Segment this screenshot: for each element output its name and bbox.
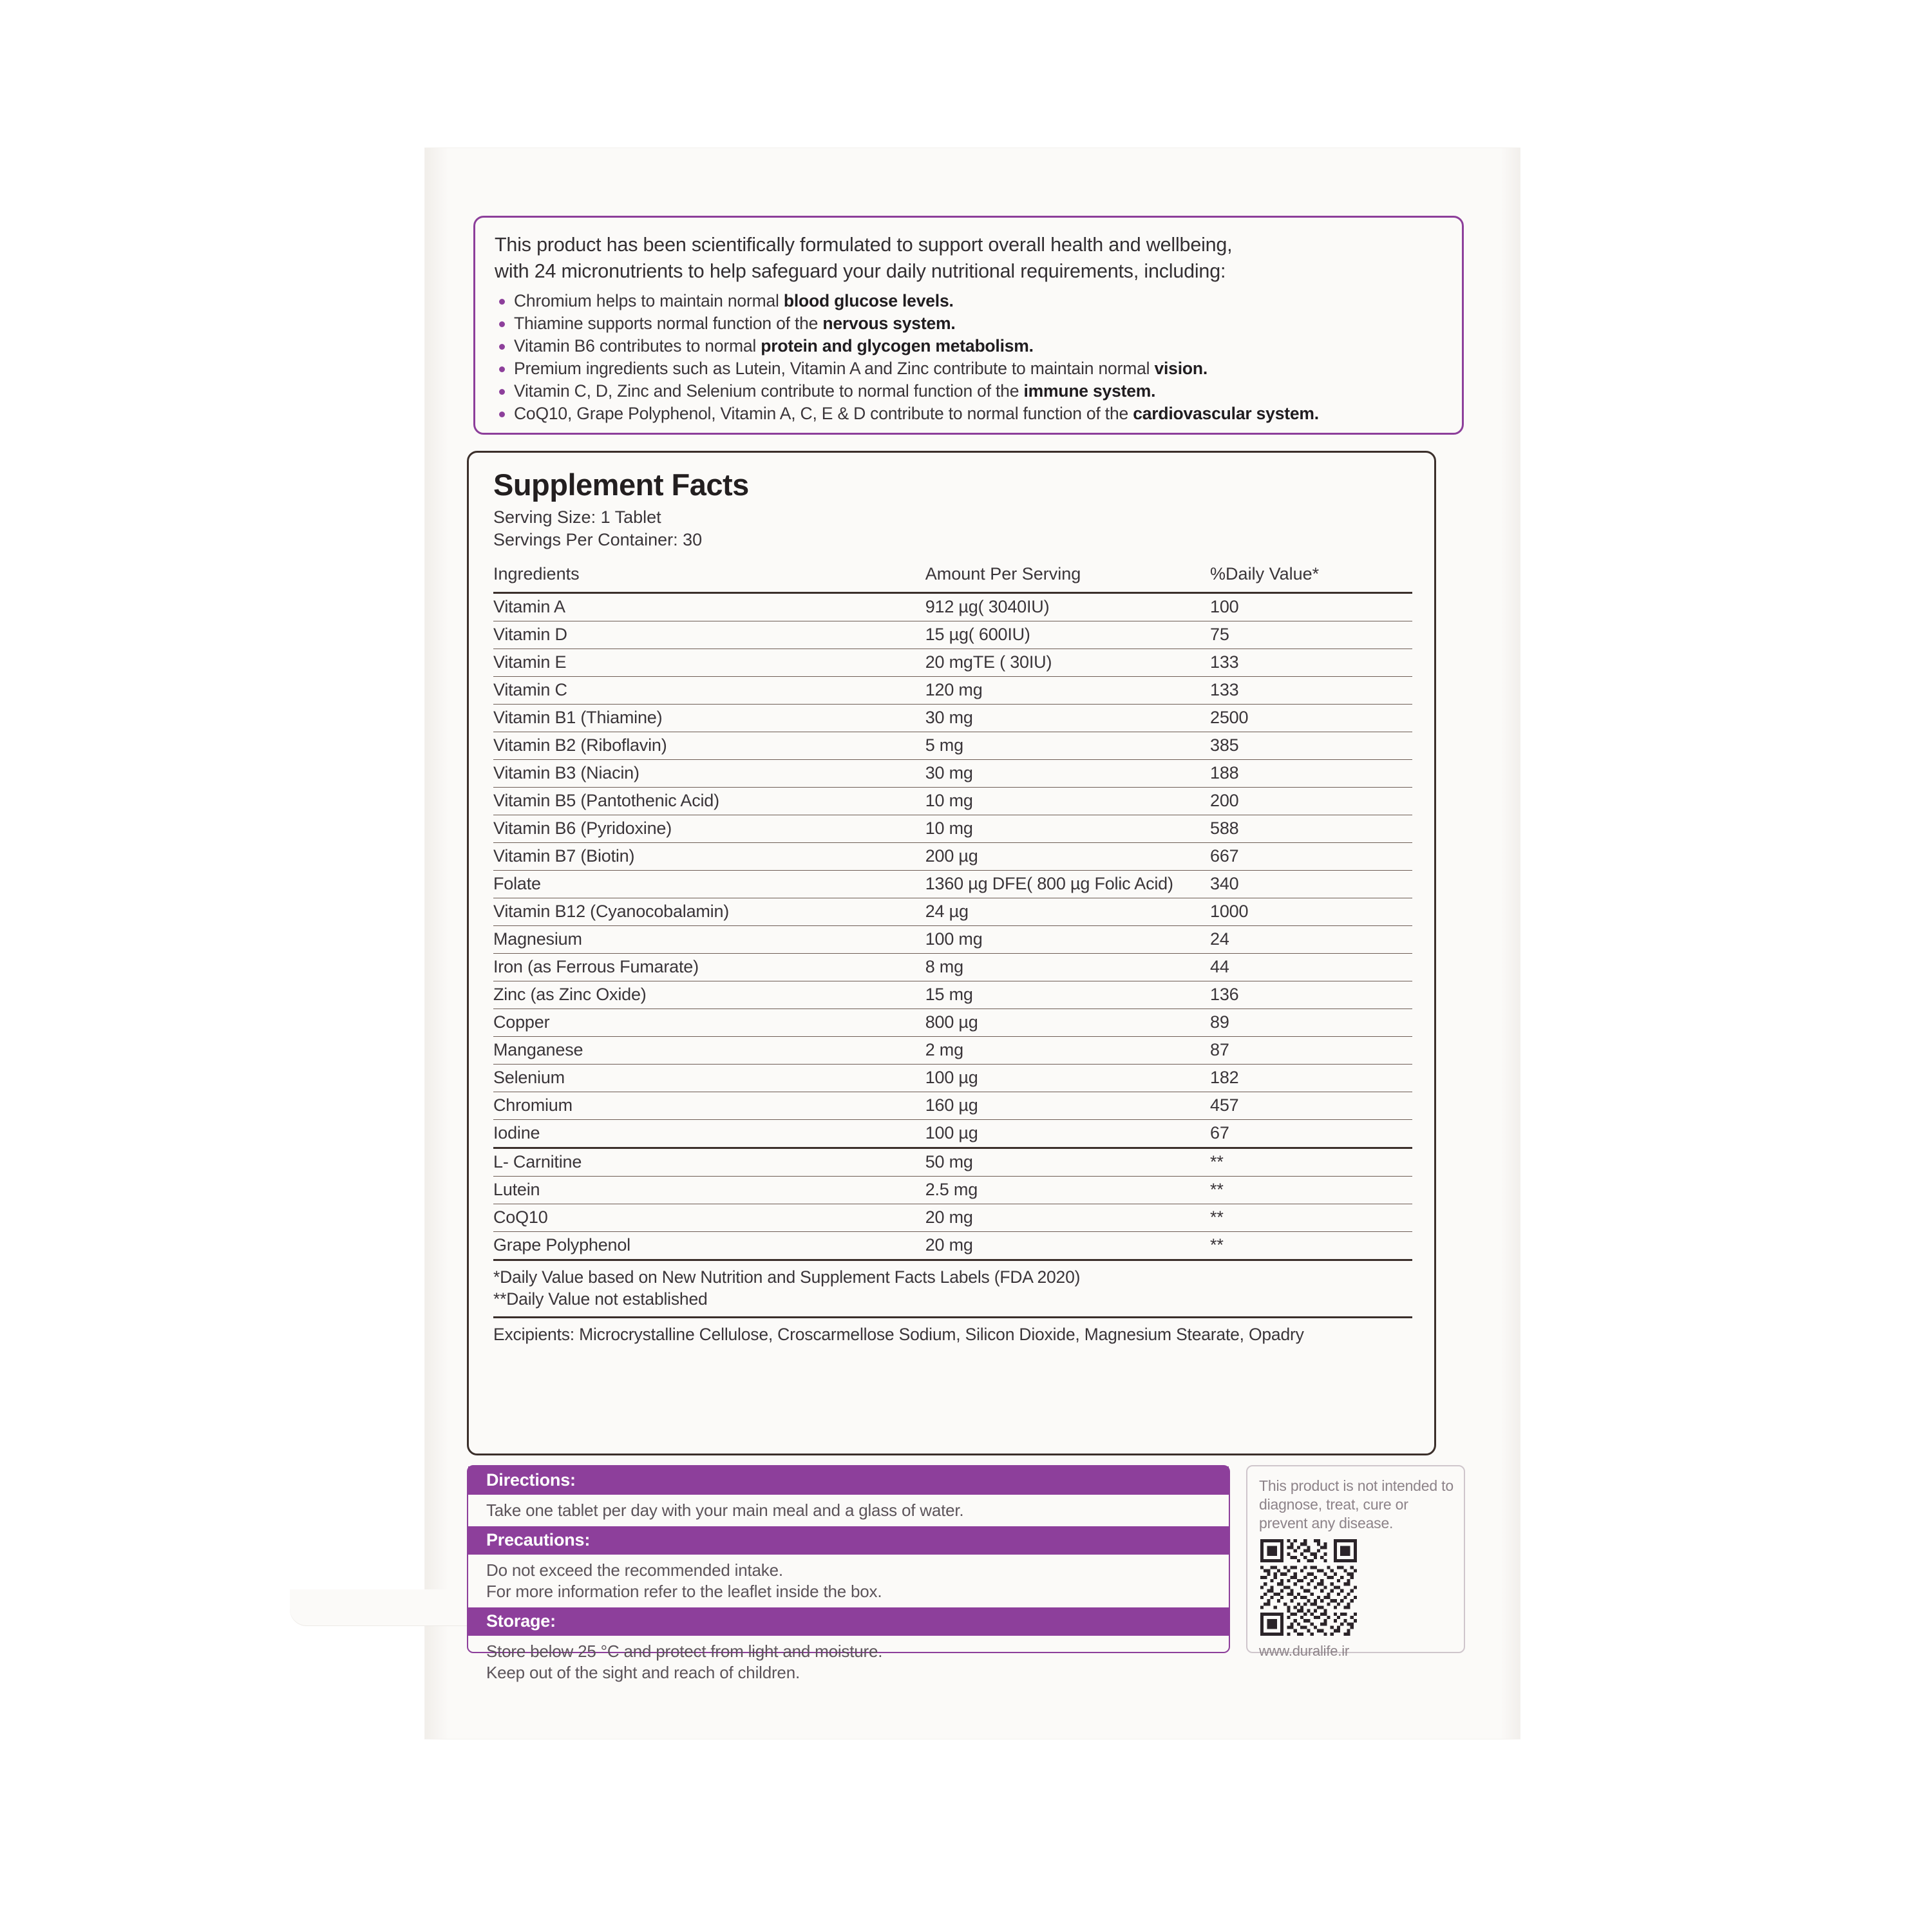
amount-per-serving: 8 mg — [925, 954, 1210, 981]
storage-line-1: Store below 25 °C and protect from light and moisture. — [486, 1642, 883, 1661]
ingredient-name: Vitamin B1 (Thiamine) — [493, 705, 925, 732]
amount-per-serving: 30 mg — [925, 705, 1210, 732]
claim-text: Premium ingredients such as Lutein, Vitamin A and Zinc contribute to maintain normal — [514, 359, 1155, 378]
daily-value: ** — [1210, 1204, 1412, 1232]
table-header-row — [493, 562, 1412, 593]
daily-value: ** — [1210, 1232, 1412, 1260]
table-row — [493, 1037, 1412, 1065]
ingredient-name: CoQ10 — [493, 1204, 925, 1232]
amount-per-serving: 20 mgTE ( 30IU) — [925, 649, 1210, 677]
table-row — [493, 843, 1412, 871]
amount-per-serving: 10 mg — [925, 815, 1210, 843]
ingredient-name: Vitamin D — [493, 621, 925, 649]
amount-per-serving: 800 µg — [925, 1009, 1210, 1037]
amount-per-serving: 50 mg — [925, 1148, 1210, 1177]
daily-value: 133 — [1210, 677, 1412, 705]
amount-per-serving: 100 mg — [925, 926, 1210, 954]
excipients-text: Excipients: Microcrystalline Cellulose, Croscarmellose Sodium, Silicon Dioxide, Magnesium Stearate, Opadry — [493, 1325, 1304, 1344]
storage-line-2: Keep out of the sight and reach of children. — [486, 1663, 800, 1682]
claim-emphasis: nervous system. — [822, 314, 956, 333]
claim-text: CoQ10, Grape Polyphenol, Vitamin A, C, E & D contribute to normal function of the — [514, 404, 1133, 423]
usage-instructions-box — [467, 1465, 1230, 1682]
claim-emphasis: vision. — [1154, 359, 1208, 378]
amount-per-serving: 200 µg — [925, 843, 1210, 871]
precautions-text — [468, 1555, 1229, 1607]
daily-value: 188 — [1210, 760, 1412, 788]
table-row — [493, 732, 1412, 760]
table-row — [493, 705, 1412, 732]
ingredient-name: Vitamin E — [493, 649, 925, 677]
amount-per-serving: 10 mg — [925, 788, 1210, 815]
amount-per-serving: 912 µg( 3040IU) — [925, 593, 1210, 621]
disclaimer-text: This product is not intended to diagnose, treat, cure or prevent any disease. — [1259, 1477, 1454, 1531]
ingredient-name: Iron (as Ferrous Fumarate) — [493, 954, 925, 981]
table-row — [493, 981, 1412, 1009]
table-row — [493, 1120, 1412, 1148]
ingredient-name: Chromium — [493, 1092, 925, 1120]
table-row — [493, 1092, 1412, 1120]
daily-value: 182 — [1210, 1065, 1412, 1092]
table-row — [493, 954, 1412, 981]
table-row — [493, 1148, 1412, 1177]
claims-intro-line2: with 24 micronutrients to help safeguard your daily nutritional requirements, including: — [495, 260, 1226, 282]
ingredient-name: Iodine — [493, 1120, 925, 1148]
daily-value: 385 — [1210, 732, 1412, 760]
amount-per-serving: 160 µg — [925, 1092, 1210, 1120]
daily-value: 588 — [1210, 815, 1412, 843]
daily-value: ** — [1210, 1148, 1412, 1177]
daily-value: 75 — [1210, 621, 1412, 649]
amount-per-serving: 120 mg — [925, 677, 1210, 705]
table-row — [493, 593, 1412, 621]
qr-code-icon[interactable] — [1260, 1539, 1357, 1636]
ingredient-name: Vitamin B2 (Riboflavin) — [493, 732, 925, 760]
ingredient-name: L- Carnitine — [493, 1148, 925, 1177]
amount-per-serving: 5 mg — [925, 732, 1210, 760]
supplement-facts-panel — [467, 451, 1436, 1455]
daily-value: 67 — [1210, 1120, 1412, 1148]
ingredient-name: Grape Polyphenol — [493, 1232, 925, 1260]
daily-value: 133 — [1210, 649, 1412, 677]
table-row — [493, 760, 1412, 788]
ingredient-name: Magnesium — [493, 926, 925, 954]
footnotes — [493, 1261, 1412, 1310]
daily-value: 87 — [1210, 1037, 1412, 1065]
daily-value: 667 — [1210, 843, 1412, 871]
claims-intro — [495, 232, 1445, 285]
ingredient-name: Lutein — [493, 1177, 925, 1204]
daily-value: ** — [1210, 1177, 1412, 1204]
storage-heading: Storage: — [468, 1607, 1229, 1636]
amount-per-serving: 2.5 mg — [925, 1177, 1210, 1204]
footnote-not-established: **Daily Value not established — [493, 1289, 708, 1309]
table-row — [493, 788, 1412, 815]
table-row — [493, 1177, 1412, 1204]
precautions-heading: Precautions: — [468, 1526, 1229, 1555]
table-row — [493, 649, 1412, 677]
ingredient-name: Vitamin B7 (Biotin) — [493, 843, 925, 871]
storage-text — [468, 1636, 1229, 1689]
claim-text: Chromium helps to maintain normal — [514, 291, 784, 310]
table-row — [493, 898, 1412, 926]
daily-value: 100 — [1210, 593, 1412, 621]
carton-right-fold — [1501, 148, 1520, 1739]
amount-per-serving: 20 mg — [925, 1204, 1210, 1232]
health-claims-box — [473, 216, 1464, 435]
amount-per-serving: 20 mg — [925, 1232, 1210, 1260]
daily-value: 89 — [1210, 1009, 1412, 1037]
daily-value: 200 — [1210, 788, 1412, 815]
ingredient-name: Folate — [493, 871, 925, 898]
ingredient-name: Vitamin B5 (Pantothenic Acid) — [493, 788, 925, 815]
claim-text: Vitamin C, D, Zinc and Selenium contribute to normal function of the — [514, 381, 1024, 401]
amount-per-serving: 15 µg( 600IU) — [925, 621, 1210, 649]
amount-per-serving: 100 µg — [925, 1120, 1210, 1148]
amount-per-serving: 15 mg — [925, 981, 1210, 1009]
table-row — [493, 815, 1412, 843]
claim-emphasis: blood glucose levels. — [783, 291, 954, 310]
daily-value: 457 — [1210, 1092, 1412, 1120]
table-row — [493, 871, 1412, 898]
column-header-amount: Amount Per Serving — [925, 564, 1081, 583]
table-row — [493, 1009, 1412, 1037]
claim-text: Vitamin B6 contributes to normal — [514, 336, 761, 355]
ingredient-name: Vitamin B3 (Niacin) — [493, 760, 925, 788]
claim-item — [495, 335, 1445, 357]
claims-intro-line1: This product has been scientifically formulated to support overall health and wellbeing, — [495, 234, 1233, 256]
serving-info — [493, 506, 1412, 551]
daily-value: 1000 — [1210, 898, 1412, 926]
ingredient-name: Selenium — [493, 1065, 925, 1092]
table-row — [493, 1232, 1412, 1260]
supplement-facts-title: Supplement Facts — [493, 468, 749, 502]
claim-text: Thiamine supports normal function of the — [514, 314, 823, 333]
claim-emphasis: protein and glycogen metabolism. — [761, 336, 1034, 355]
daily-value: 44 — [1210, 954, 1412, 981]
claim-item — [495, 402, 1445, 425]
amount-per-serving: 1360 µg DFE( 800 µg Folic Acid) — [925, 871, 1210, 898]
column-header-ingredients: Ingredients — [493, 564, 580, 583]
daily-value: 340 — [1210, 871, 1412, 898]
table-row — [493, 1204, 1412, 1232]
table-row — [493, 621, 1412, 649]
website-url[interactable]: www.duralife.ir — [1259, 1643, 1350, 1659]
supplement-facts-table — [493, 562, 1412, 1261]
footnote-daily-value: *Daily Value based on New Nutrition and Supplement Facts Labels (FDA 2020) — [493, 1267, 1081, 1287]
amount-per-serving: 2 mg — [925, 1037, 1210, 1065]
ingredient-name: Vitamin C — [493, 677, 925, 705]
disclaimer-box — [1246, 1465, 1465, 1659]
table-row — [493, 1065, 1412, 1092]
claims-list — [495, 290, 1445, 425]
ingredient-name: Manganese — [493, 1037, 925, 1065]
daily-value: 136 — [1210, 981, 1412, 1009]
table-row — [493, 677, 1412, 705]
precautions-line-2: For more information refer to the leaflet inside the box. — [486, 1582, 882, 1601]
ingredient-name: Vitamin B12 (Cyanocobalamin) — [493, 898, 925, 926]
serving-size: Serving Size: 1 Tablet — [493, 507, 661, 527]
claim-emphasis: immune system. — [1023, 381, 1156, 401]
amount-per-serving: 30 mg — [925, 760, 1210, 788]
column-header-daily-value: %Daily Value* — [1210, 564, 1320, 583]
claim-item — [495, 380, 1445, 402]
amount-per-serving: 100 µg — [925, 1065, 1210, 1092]
directions-text: Take one tablet per day with your main meal and a glass of water. — [486, 1501, 964, 1520]
claim-item — [495, 290, 1445, 312]
table-row — [493, 926, 1412, 954]
claim-emphasis: cardiovascular system. — [1133, 404, 1319, 423]
amount-per-serving: 24 µg — [925, 898, 1210, 926]
servings-per-container: Servings Per Container: 30 — [493, 530, 703, 549]
daily-value: 2500 — [1210, 705, 1412, 732]
claim-item — [495, 357, 1445, 380]
ingredient-name: Copper — [493, 1009, 925, 1037]
directions-heading: Directions: — [468, 1466, 1229, 1495]
ingredient-name: Vitamin B6 (Pyridoxine) — [493, 815, 925, 843]
ingredient-name: Zinc (as Zinc Oxide) — [493, 981, 925, 1009]
carton-left-fold — [425, 148, 448, 1739]
claim-item — [495, 312, 1445, 335]
ingredient-name: Vitamin A — [493, 593, 925, 621]
precautions-line-1: Do not exceed the recommended intake. — [486, 1560, 783, 1580]
daily-value: 24 — [1210, 926, 1412, 954]
